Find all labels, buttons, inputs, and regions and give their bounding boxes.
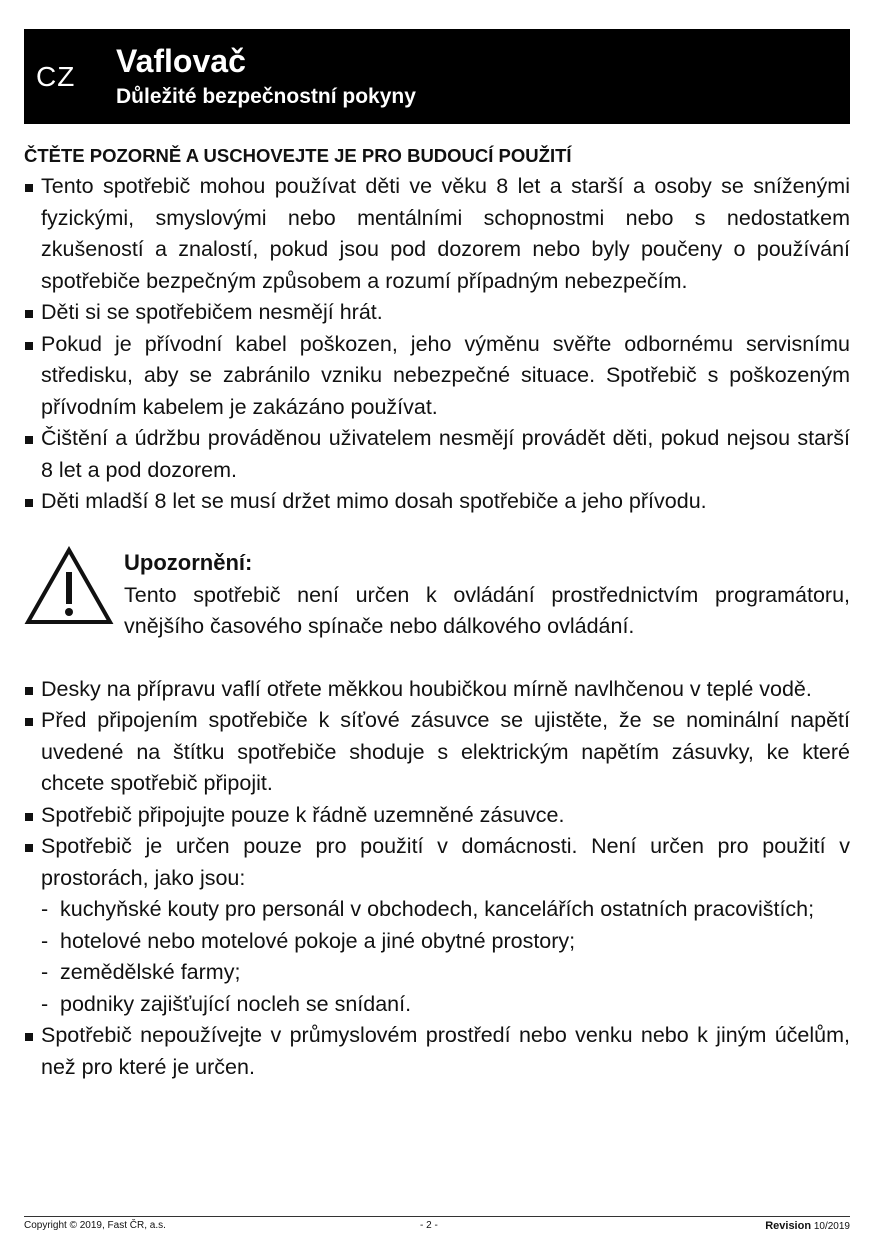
dash-item xyxy=(41,894,850,926)
domestic-use-text: Spotřebič je určen pouze pro použití v domácnosti. Není určen pro použití v prostorách, jako jsou: xyxy=(41,834,850,890)
language-code: CZ xyxy=(36,61,76,92)
header-bar xyxy=(24,29,850,124)
list-item: Děti mladší 8 let se musí držet mimo dosah spotřebiče a jeho přívodu. xyxy=(24,486,850,518)
list-item: Čištění a údržbu prováděnou uživatelem nesmějí provádět děti, pokud nejsou starší 8 let a pod dozorem. xyxy=(24,423,850,486)
read-carefully-heading: ČTĚTE POZORNĚ A USCHOVEJTE JE PRO BUDOUCÍ POUŽITÍ xyxy=(24,145,572,166)
footer-revision xyxy=(765,1220,850,1232)
dash-item-text: podniky zajišťující nocleh se snídaní. xyxy=(60,991,412,1016)
warning-box xyxy=(24,524,850,674)
footer-page-number: - 2 - xyxy=(420,1220,438,1231)
excluded-premises-list xyxy=(41,894,850,1020)
safety-list-bottom xyxy=(24,674,850,1084)
dash-marker: - xyxy=(41,897,49,921)
list-item: Spotřebič nepoužívejte v průmyslovém prostředí nebo venku nebo k jiným účelům, než pro které je určen. xyxy=(24,1020,850,1083)
revision-label: Revision xyxy=(765,1220,812,1232)
warning-text: Tento spotřebič není určen k ovládání prostřednictvím programátoru, vnějšího časového spínače nebo dálkového ovládání. xyxy=(124,582,850,638)
warning-title: Upozornění: xyxy=(124,549,253,575)
footer-copyright: Copyright © 2019, Fast ČR, a.s. xyxy=(24,1220,166,1231)
dash-marker: - xyxy=(41,928,49,953)
safety-list-top xyxy=(24,171,850,518)
main-content xyxy=(24,141,850,1083)
page-subtitle: Důležité bezpečnostní pokyny xyxy=(116,85,416,108)
list-item: Spotřebič připojujte pouze k řádně uzemněné zásuvce. xyxy=(24,800,850,832)
list-item: Pokud je přívodní kabel poškozen, jeho výměnu svěřte odbornému servisnímu středisku, aby se zabránilo vzniku nebezpečné situace. Spotřebič s poškozeným přívodním kabelem je zakázáno používat. xyxy=(24,329,850,424)
revision-date: 10/2019 xyxy=(813,1221,850,1232)
page-title: Vaflovač xyxy=(116,43,246,79)
dash-item xyxy=(41,926,850,958)
list-item: Před připojením spotřebiče k síťové zásuvce se ujistěte, že se nominální napětí uvedené na štítku spotřebiče shoduje s elektrickým napětím zásuvky, ke které chcete spotřebič připojit. xyxy=(24,705,850,800)
dash-item-text: zemědělské farmy; xyxy=(60,960,241,984)
dash-item xyxy=(41,957,850,989)
list-item xyxy=(24,831,850,1020)
dash-marker: - xyxy=(41,991,49,1016)
list-item: Tento spotřebič mohou používat děti ve věku 8 let a starší a osoby se sníženými fyzickými, smyslovými nebo mentálními schopnostmi nebo s nedostatkem zkušeností a znalostí, pokud jsou pod dozorem nebo byly poučeny o používání spotřebiče bezpečným způsobem a rozumí případným nebezpečím. xyxy=(24,171,850,297)
warning-triangle-icon xyxy=(24,546,114,626)
dash-marker: - xyxy=(41,960,49,984)
footer-divider xyxy=(24,1216,850,1217)
list-item: Desky na přípravu vaflí otřete měkkou houbičkou mírně navlhčenou v teplé vodě. xyxy=(24,674,850,706)
list-item: Děti si se spotřebičem nesmějí hrát. xyxy=(24,297,850,329)
dash-item-text: hotelové nebo motelové pokoje a jiné obytné prostory; xyxy=(60,928,576,953)
dash-item-text: kuchyňské kouty pro personál v obchodech, kancelářích ostatních pracovištích; xyxy=(60,897,815,921)
dash-item xyxy=(41,989,850,1021)
